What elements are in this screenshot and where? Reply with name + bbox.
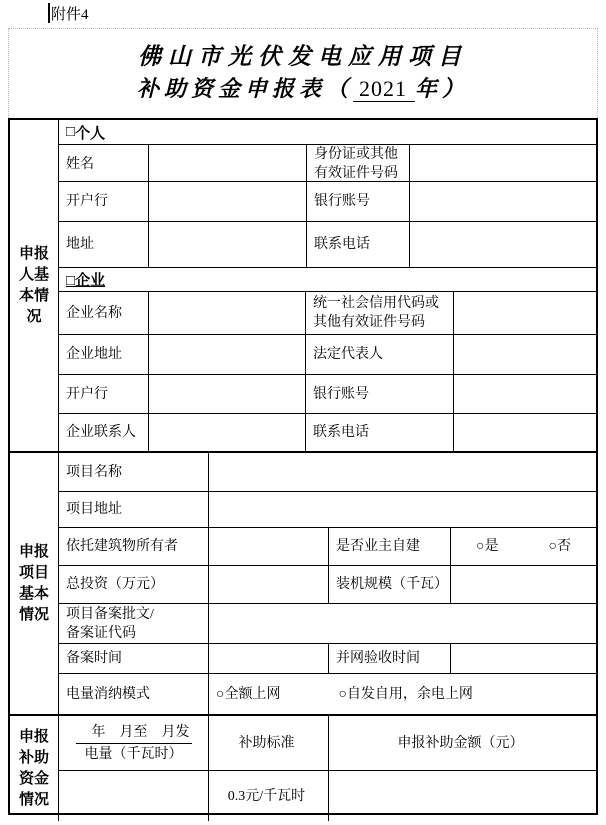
ent-bank-label: 开户行 [59,375,149,413]
attachment-label: 附件4 [51,6,89,23]
consumption-full-grid-option[interactable]: ○ 全额上网 [216,686,281,702]
ent-bank-input-cell[interactable] [149,375,306,413]
radio-icon[interactable]: ○ [476,539,485,554]
address-input-cell[interactable] [149,222,307,267]
generation-amount-input-cell[interactable] [59,771,209,821]
ent-name-label: 企业名称 [59,292,149,334]
standard-label: 补助标准 [209,716,329,770]
grid-accept-input-cell[interactable] [451,644,596,673]
consumption-self-use-option[interactable]: ○ 自发自用，余电上网 [338,686,473,702]
period-blank-line[interactable]: 年 月至 月发 [76,722,192,744]
table-row-investment [59,566,596,604]
table-row-subsidy-header [59,716,596,771]
phone-label: 联系电话 [307,222,410,267]
legal-rep-label: 法定代表人 [306,335,454,374]
personal-checkbox-header[interactable]: □ 个人 [59,120,596,145]
table-row-ent-address [59,335,596,375]
table-row-ent-contact [59,414,596,451]
record-time-label: 备案时间 [59,644,209,673]
section-subsidy [10,714,596,821]
year-value: 2021 [353,76,415,102]
consumption-label: 电量消纳模式 [59,674,209,714]
self-built-no-option[interactable]: ○ 否 [548,539,571,554]
attachment-label-row [48,2,89,24]
ent-name-input-cell[interactable] [149,292,306,334]
bank-account-label: 银行账号 [307,182,410,221]
project-name-label: 项目名称 [59,453,209,491]
table-row-consumption [59,674,596,714]
application-form-table [8,118,598,815]
table-row-name [59,145,596,182]
self-built-yes-option[interactable]: ○ 是 [476,539,499,554]
ent-bank-account-input-cell[interactable] [454,375,596,413]
section-project [10,451,596,714]
table-row-project-name [59,453,596,492]
ent-contact-input-cell[interactable] [149,414,306,451]
record-time-input-cell[interactable] [209,644,329,673]
standard-value: 0.3元/千瓦时 [209,771,329,821]
ent-phone-label: 联系电话 [306,414,454,451]
bank-label: 开户行 [59,182,149,221]
table-row-project-address [59,492,596,528]
credit-code-label: 统一社会信用代码或其他有效证件号码 [306,292,454,334]
consumption-options [209,674,596,714]
record-doc-input-cell[interactable] [209,604,596,643]
text-cursor [48,3,50,23]
record-doc-label: 项目备案批文/ 备案证代码 [59,604,209,643]
project-name-input-cell[interactable] [209,453,596,491]
table-row-record-doc [59,604,596,644]
investment-input-cell[interactable] [209,566,329,603]
radio-icon[interactable]: ○ [216,686,225,702]
project-address-input-cell[interactable] [209,492,596,527]
phone-input-cell[interactable] [410,222,596,267]
section-subsidy-side-label: 申报补助资金情况 [10,716,59,821]
ent-address-input-cell[interactable] [149,335,306,374]
amount-input-cell[interactable] [329,771,596,821]
investment-label: 总投资（万元） [59,566,209,603]
building-owner-input-cell[interactable] [209,528,329,565]
table-row-subsidy-values [59,771,596,821]
ent-phone-input-cell[interactable] [454,414,596,451]
table-row-record-time [59,644,596,674]
checkbox-icon[interactable]: □ [66,273,76,289]
table-row-address [59,222,596,268]
id-number-label: 身份证或其他有效证件号码 [307,145,410,183]
enterprise-checkbox-header[interactable]: □企业 [59,268,596,292]
project-address-label: 项目地址 [59,492,209,527]
section-applicant-side-label: 申报人基本情况 [10,120,59,451]
ent-bank-account-label: 银行账号 [306,375,454,413]
ent-contact-label: 企业联系人 [59,414,149,451]
grid-accept-label: 并网验收时间 [329,644,451,673]
bank-input-cell[interactable] [149,182,307,221]
amount-label: 申报补助金额（元） [397,735,524,751]
sheet [8,28,598,815]
section-applicant [10,120,596,451]
table-row-ent-name [59,292,596,335]
checkbox-icon[interactable]: □ [66,123,76,140]
self-built-label: 是否业主自建 [329,528,451,565]
table-row-building-owner [59,528,596,566]
form-title-line2: 补助资金申报表（ 2021 年） [136,76,470,101]
section-project-side-label: 申报项目基本情况 [10,453,59,714]
name-label: 姓名 [59,145,149,183]
ent-address-label: 企业地址 [59,335,149,374]
generation-period-label: 年 月至 月发 电量（千瓦时） [59,716,209,770]
capacity-input-cell[interactable] [451,566,596,603]
credit-code-input-cell[interactable] [454,292,596,334]
radio-icon[interactable]: ○ [548,539,557,554]
table-row-bank [59,182,596,222]
capacity-label: 装机规模（千瓦） [329,566,451,603]
address-label: 地址 [59,222,149,267]
radio-icon[interactable]: ○ [338,686,347,702]
legal-rep-input-cell[interactable] [454,335,596,374]
building-owner-label: 依托建筑物所有者 [59,528,209,565]
name-input-cell[interactable] [149,145,307,183]
self-built-options [451,528,596,565]
table-row-ent-bank [59,375,596,414]
form-title-line1: 佛山市光伏发电应用项目 [138,44,468,69]
id-number-input-cell[interactable] [410,145,596,183]
title-block [8,28,598,118]
bank-account-input-cell[interactable] [410,182,596,221]
